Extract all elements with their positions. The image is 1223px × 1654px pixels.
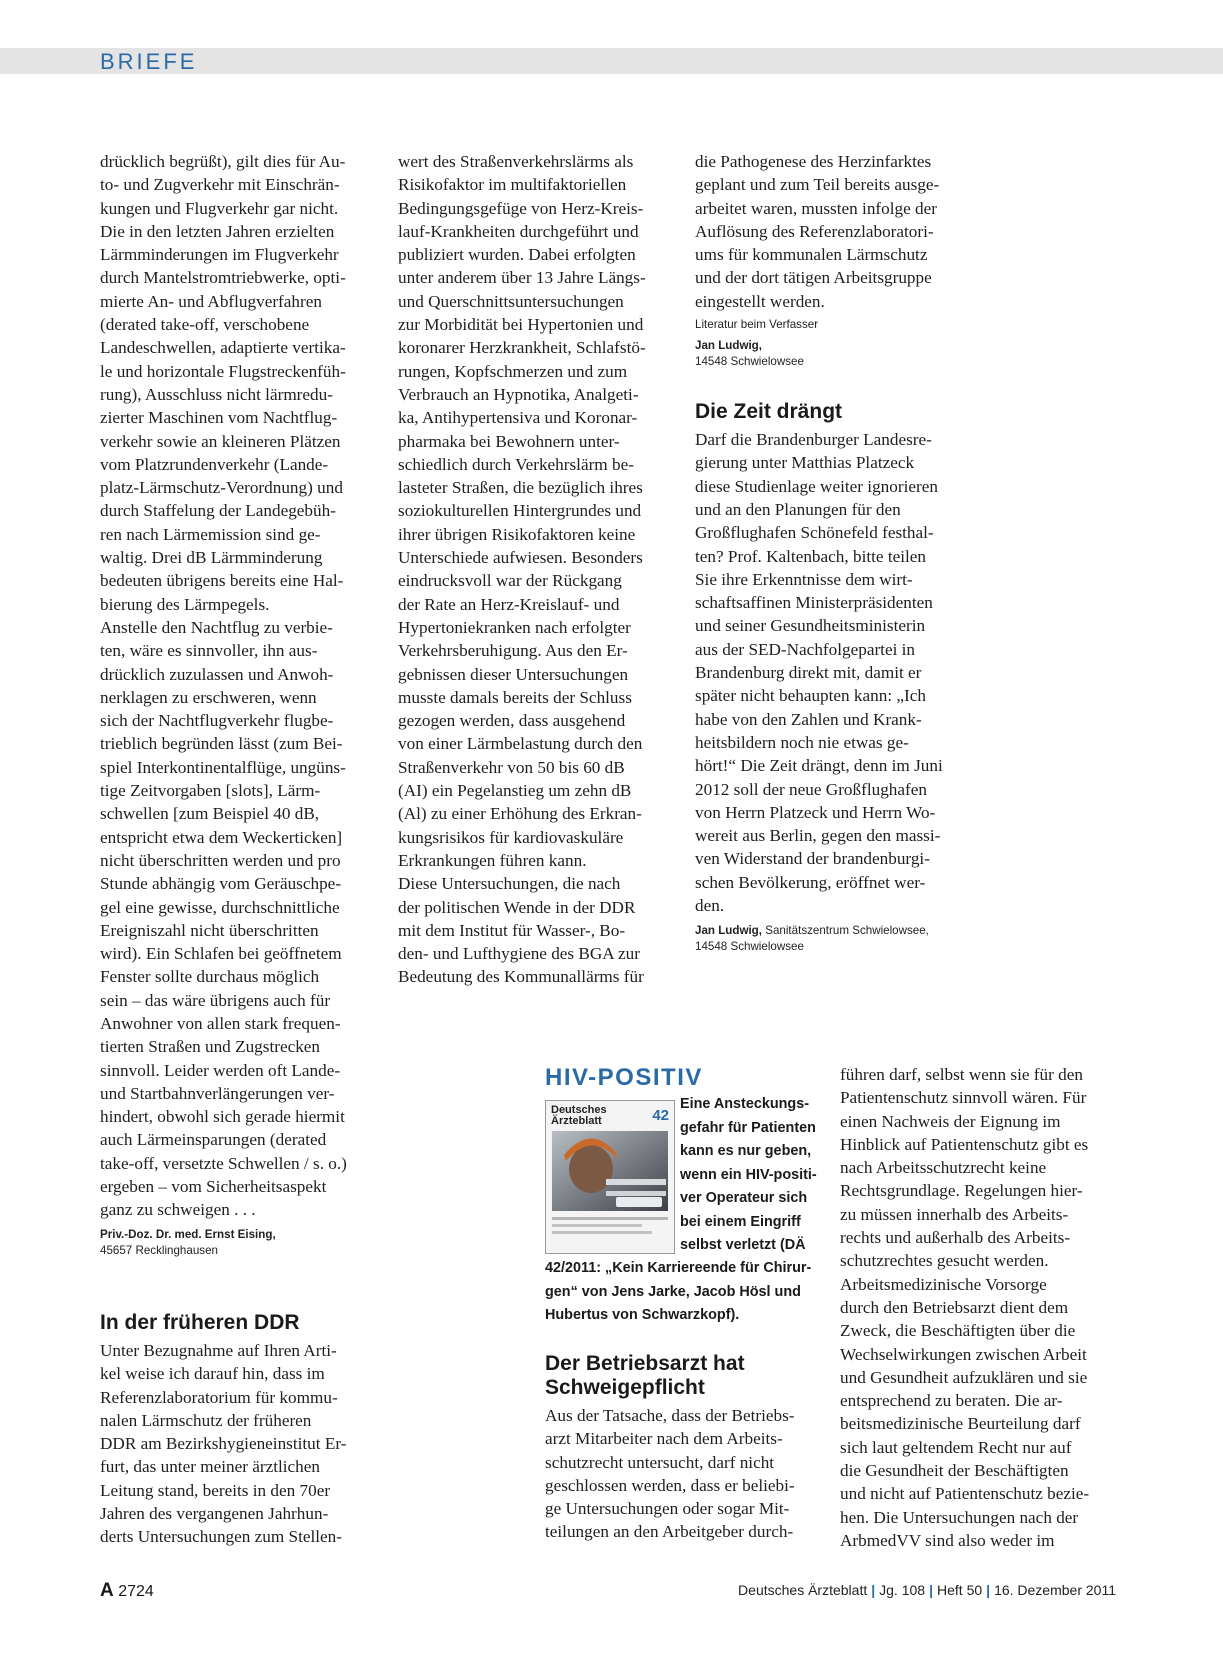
page-number	[100, 1580, 154, 1602]
letter-headline: In der früheren DDR	[100, 1311, 300, 1334]
letter-text: Aus der Tatsache, dass der Betriebs- arzt Mitarbeiter nach dem Arbeits- schutzrecht untersucht, darf nicht geschlossen werden, dass er beliebi- ge Untersuchungen oder sogar Mit- teilungen an den Arbeitgeber durch-	[545, 1406, 795, 1542]
letter-signature	[100, 1227, 380, 1259]
magazine-cover-image	[545, 1100, 675, 1254]
signature-affiliation: Sanitätszentrum Schwielowsee,	[762, 924, 929, 938]
column-hiv-left	[545, 1352, 820, 1544]
cover-issue-number: 42	[652, 1107, 669, 1124]
separator: |	[871, 1582, 876, 1598]
cover-photo	[546, 1101, 674, 1253]
journal-name: Deutsches Ärzteblatt	[738, 1582, 868, 1598]
literature-note: Literatur beim Verfasser	[695, 318, 819, 332]
signature-name: Priv.-Doz. Dr. med. Ernst Eising,	[100, 1227, 276, 1241]
page-prefix: A	[100, 1580, 114, 1601]
column-1-lower	[100, 1311, 380, 1549]
cover-title: Deutsches Ärzteblatt	[551, 1104, 607, 1127]
column-2	[398, 150, 683, 989]
letter-text: drücklich begrüßt), gilt dies für Au- to- und Zugverkehr mit Einschrän- kungen und Flugverkehr gar nicht. Die in den letzten Jahren erzielten Lärmminderungen im Flugverkehr durch Mantelstromtriebwerke, opti- mierte An- und Abflugverfahren (derated take-off, verschobene Landeschwellen, adaptierte vertika- le und horizontale Flugstreckenfüh- rung), Ausschluss nicht lärmredu- zierter Maschinen vom Nachtflug- verkehr sowie an kleineren Plätzen vom Platzrundenverkehr (Lande- platz-Lärmschutz-Verordnung) und durch Staffelung der Landegebüh- ren nach Lärmemission sind ge- waltig. Drei dB Lärmminderung bedeuten übrigens bereits eine Hal- bierung des Lärmpegels. Anstelle den Nachtflug zu verbie- ten, wäre es sinnvoller, ihn aus- drücklich zuzulassen und Anwoh- nerklagen zu erschweren, wenn sich der Nachtflugverkehr flugbe- trieblich begründen lässt (zum Bei- spiel Interkontinentalflüge, ungüns- tige Zeitvorgaben [slots], Lärm- schwellen [zum Beispiel 40 dB, entspricht etwa dem Weckerticken] nicht überschritten werden und pro Stunde abhängig vom Geräuschpe- gel eine gewisse, durchschnittliche Ereigniszahl nicht überschritten wird). Ein Schlafen bei geöffnetem Fenster sollte durchaus möglich sein – das wäre übrigens auch für Anwohner von allen stark frequen- tierten Straßen und Zugstrecken sinnvoll. Leider werden oft Lande- und Startbahnverlängerungen ver- hindert, obwohl sich gerade hiermit auch Lärmeinsparungen (derated take-off, versetzte Schwellen / s. o.) ergeben – vom Sicherheitsaspekt ganz zu schweigen . . .	[100, 152, 347, 1220]
teaser-text: Eine Ansteckungs- gefahr für Patienten kann es nur geben, wenn ein HIV-positi- ver Operateur sich bei einem Eingriff selbst verletzt (DÄ	[680, 1096, 817, 1253]
journal-footer	[738, 1582, 1116, 1598]
journal-volume: Jg. 108	[879, 1582, 926, 1598]
letter-signature	[695, 923, 980, 955]
separator: |	[986, 1582, 991, 1598]
column-3	[695, 150, 980, 955]
letter-text: die Pathogenese des Herzinfarktes geplant und zum Teil bereits ausge- arbeitet waren, mussten infolge der Auflösung des Referenzlaboratori- ums für kommunalen Lärmschutz und der dort tätigen Arbeitsgruppe eingestellt werden.	[695, 152, 940, 311]
separator: |	[929, 1582, 933, 1598]
letter-headline: Der Betriebsarzt hat Schweigepflicht	[545, 1352, 745, 1399]
signature-place: 14548 Schwielowsee	[695, 940, 804, 954]
letter-text: Unter Bezugnahme auf Ihren Arti- kel weise ich darauf hin, dass im Referenzlaboratorium für kommu- nalen Lärmschutz der früheren DDR am Bezirkshygieneinstitut Er- furt, das unter meiner ärztlichen Leitung stand, bereits in den 70er Jahren des vergangenen Jahrhun- derts Untersuchungen zum Stellen-	[100, 1341, 347, 1547]
journal-date: 16. Dezember 2011	[994, 1582, 1116, 1598]
letter-signature	[695, 338, 980, 370]
letter-headline: Die Zeit drängt	[695, 400, 843, 424]
signature-name: Jan Ludwig,	[695, 339, 762, 353]
page-number-value: 2724	[118, 1583, 154, 1600]
letter-text: Darf die Brandenburger Landesre- gierung unter Matthias Platzeck diese Studienlage weiter ignorieren und an den Planungen für den Großflughafen Schönefeld festhal- ten? Prof. Kaltenbach, bitte teilen Sie ihre Erkenntnisse dem wirt- schaftsaffinen Ministerpräsidenten und seiner Gesundheitsministerin aus der SED-Nachfolgepartei in Brandenburg direkt mit, damit er später nicht behaupten kann: „Ich habe von den Zahlen und Krank- heitsbildern noch nie etwas ge- hört!“ Die Zeit drängt, denn im Juni 2012 soll der neue Großflughafen von Herrn Platzeck und Herrn Wo- wereit aus Berlin, gegen den massi- ven Widerstand der brandenburgi- schen Bevölkerung, eröffnet wer- den.	[695, 430, 943, 916]
teaser-text-continued: 42/2011: „Kein Karriereende für Chirur- gen“ von Jens Jarke, Jacob Hösl und Hubertus von Schwarzkopf).	[545, 1260, 812, 1323]
letter-text: wert des Straßenverkehrslärms als Risikofaktor im multifaktoriellen Bedingungsgefüge von Herz-Kreis- lauf-Krankheiten durchgeführt und publiziert wurden. Dabei erfolgten unter anderem über 13 Jahre Längs- und Querschnittsuntersuchungen zur Morbidität bei Hypertonien und koronarer Herzkrankheit, Schlafstö- rungen, Kopfschmerzen und zum Verbrauch an Hypnotika, Analgeti- ka, Antihypertensiva und Koronar- pharmaka bei Bewohnern unter- schiedlich durch Verkehrslärm be- lasteter Straßen, die bezüglich ihres soziokulturellen Hintergrundes und ihrer übrigen Risikofaktoren keine Unterschiede aufwiesen. Besonders eindrucksvoll war der Rückgang der Rate an Herz-Kreislauf- und Hypertoniekranken nach erfolgter Verkehrsberuhigung. Aus den Er- gebnissen dieser Untersuchungen musste damals bereits der Schluss gezogen werden, dass ausgehend von einer Lärmbelastung durch den Straßenverkehr von 50 bis 60 dB (AI) ein Pegelanstieg um zehn dB (Al) zu einer Erhöhung des Erkran- kungsrisikos für kardiovaskuläre Erkrankungen führen kann. Diese Untersuchungen, die nach der politischen Wende in der DDR mit dem Institut für Wasser-, Bo- den- und Lufthygiene des BGA zur Bedeutung des Kommunallärms für	[398, 152, 646, 987]
letter-text: führen darf, selbst wenn sie für den Patientenschutz sinnvoll wären. Für einen Nachweis der Eignung im Hinblick auf Patientenschutz gibt es nach Arbeitsschutzrecht keine Rechtsgrundlage. Regelungen hier- zu müssen innerhalb des Arbeits- rechts und außerhalb des Arbeits- schutzrechtes gesucht werden. Arbeitsmedizinische Vorsorge durch den Betriebsarzt dient dem Zweck, die Beschäftigten über die Wechselwirkungen zwischen Arbeit und Gesundheit aufzuklären und sie entsprechend zu beraten. Die ar- beitsmedizinische Beurteilung darf sich laut geltendem Recht nur auf die Gesundheit der Beschäftigten und nicht auf Patientenschutz bezie- hen. Die Untersuchungen nach der ArbmedVV sind also weder im	[840, 1065, 1090, 1550]
column-hiv-right	[840, 1063, 1125, 1552]
rubric-title: HIV-POSITIV	[545, 1064, 703, 1091]
signature-place: 45657 Recklinghausen	[100, 1243, 218, 1257]
signature-name: Jan Ludwig,	[695, 924, 762, 938]
signature-place: 14548 Schwielowsee	[695, 355, 804, 369]
section-label: BRIEFE	[100, 49, 198, 74]
journal-issue: Heft 50	[937, 1582, 983, 1598]
column-1	[100, 150, 380, 1259]
